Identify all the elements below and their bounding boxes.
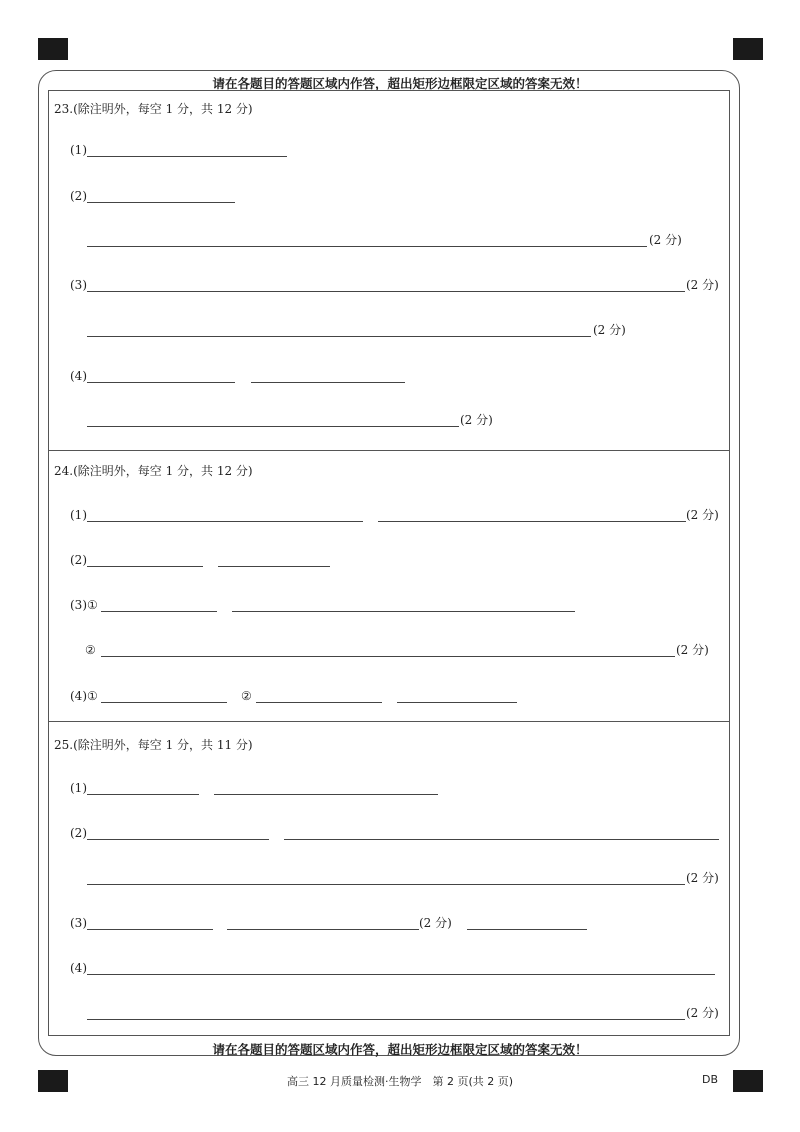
answer-row	[49, 278, 729, 294]
answer-row	[49, 598, 729, 614]
answer-row	[49, 826, 729, 842]
answer-row	[49, 871, 729, 887]
answer-label: (2)	[70, 189, 87, 203]
answer-blank[interactable]	[87, 883, 685, 885]
answer-blank[interactable]	[378, 520, 686, 522]
answer-blank[interactable]	[87, 290, 685, 292]
question-25	[49, 721, 729, 1037]
answer-label: (1)	[70, 143, 87, 157]
answer-blank[interactable]	[397, 701, 517, 703]
points-label: (2 分)	[686, 1006, 719, 1020]
answer-row	[49, 323, 729, 339]
page-footer: 高三 12 月质量检测·生物学 第 2 页(共 2 页)	[286, 1075, 514, 1088]
answer-blank[interactable]	[101, 610, 217, 612]
answer-blank[interactable]	[87, 793, 199, 795]
answer-blank[interactable]	[218, 565, 330, 567]
points-label: (2 分)	[593, 323, 626, 337]
points-label: (2 分)	[649, 233, 682, 247]
points-label: (2 分)	[686, 278, 719, 292]
answer-blank[interactable]	[227, 928, 419, 930]
answer-blank[interactable]	[284, 838, 719, 840]
registration-mark-top-left	[38, 38, 68, 60]
answer-blank[interactable]	[87, 155, 287, 157]
answer-row	[49, 233, 729, 249]
notice-bottom: 请在各题目的答题区域内作答，超出矩形边框限定区域的答案无效！	[212, 1042, 588, 1057]
answer-label: (2)	[70, 553, 87, 567]
notice-top: 请在各题目的答题区域内作答，超出矩形边框限定区域的答案无效！	[212, 76, 588, 91]
question-24	[49, 450, 729, 721]
points-label: (2 分)	[676, 643, 709, 657]
question-title: 23.(除注明外，每空 1 分，共 12 分)	[54, 102, 253, 116]
answer-blank[interactable]	[87, 335, 591, 337]
points-label: (2 分)	[419, 916, 452, 930]
points-label: (2 分)	[686, 871, 719, 885]
answer-blank[interactable]	[214, 793, 438, 795]
answer-label: (4)	[70, 369, 87, 383]
answer-blank[interactable]	[87, 245, 647, 247]
answer-box	[48, 90, 730, 1036]
answer-row	[49, 781, 729, 797]
answer-blank[interactable]	[467, 928, 587, 930]
answer-blank[interactable]	[87, 201, 235, 203]
answer-blank[interactable]	[87, 1018, 685, 1020]
answer-row	[49, 413, 729, 429]
answer-label: ②	[85, 643, 96, 657]
answer-blank[interactable]	[87, 928, 213, 930]
answer-row	[49, 689, 729, 705]
subject-code: DB	[702, 1073, 719, 1086]
answer-row	[49, 143, 729, 159]
answer-label: (1)	[70, 508, 87, 522]
answer-blank[interactable]	[232, 610, 575, 612]
answer-row	[49, 189, 729, 205]
answer-label: (2)	[70, 826, 87, 840]
question-23	[49, 91, 729, 450]
answer-blank[interactable]	[87, 381, 235, 383]
answer-label: ②	[241, 689, 252, 703]
answer-row	[49, 553, 729, 569]
points-label: (2 分)	[686, 508, 719, 522]
question-title: 25.(除注明外，每空 1 分，共 11 分)	[54, 738, 253, 752]
answer-row	[49, 961, 729, 977]
answer-label: (3)①	[70, 598, 98, 612]
answer-blank[interactable]	[251, 381, 405, 383]
registration-mark-top-right	[733, 38, 763, 60]
answer-blank[interactable]	[87, 520, 363, 522]
answer-blank[interactable]	[87, 838, 269, 840]
answer-row	[49, 1006, 729, 1022]
answer-row	[49, 916, 729, 932]
answer-blank[interactable]	[87, 565, 203, 567]
answer-row	[49, 508, 729, 524]
answer-blank[interactable]	[87, 425, 459, 427]
answer-row	[49, 643, 729, 659]
question-title: 24.(除注明外，每空 1 分，共 12 分)	[54, 464, 253, 478]
answer-blank[interactable]	[101, 701, 227, 703]
answer-label: (4)①	[70, 689, 98, 703]
answer-label: (4)	[70, 961, 87, 975]
answer-blank[interactable]	[101, 655, 675, 657]
answer-label: (3)	[70, 916, 87, 930]
answer-label: (3)	[70, 278, 87, 292]
answer-label: (1)	[70, 781, 87, 795]
answer-blank[interactable]	[256, 701, 382, 703]
answer-blank[interactable]	[87, 973, 715, 975]
points-label: (2 分)	[460, 413, 493, 427]
answer-row	[49, 369, 729, 385]
